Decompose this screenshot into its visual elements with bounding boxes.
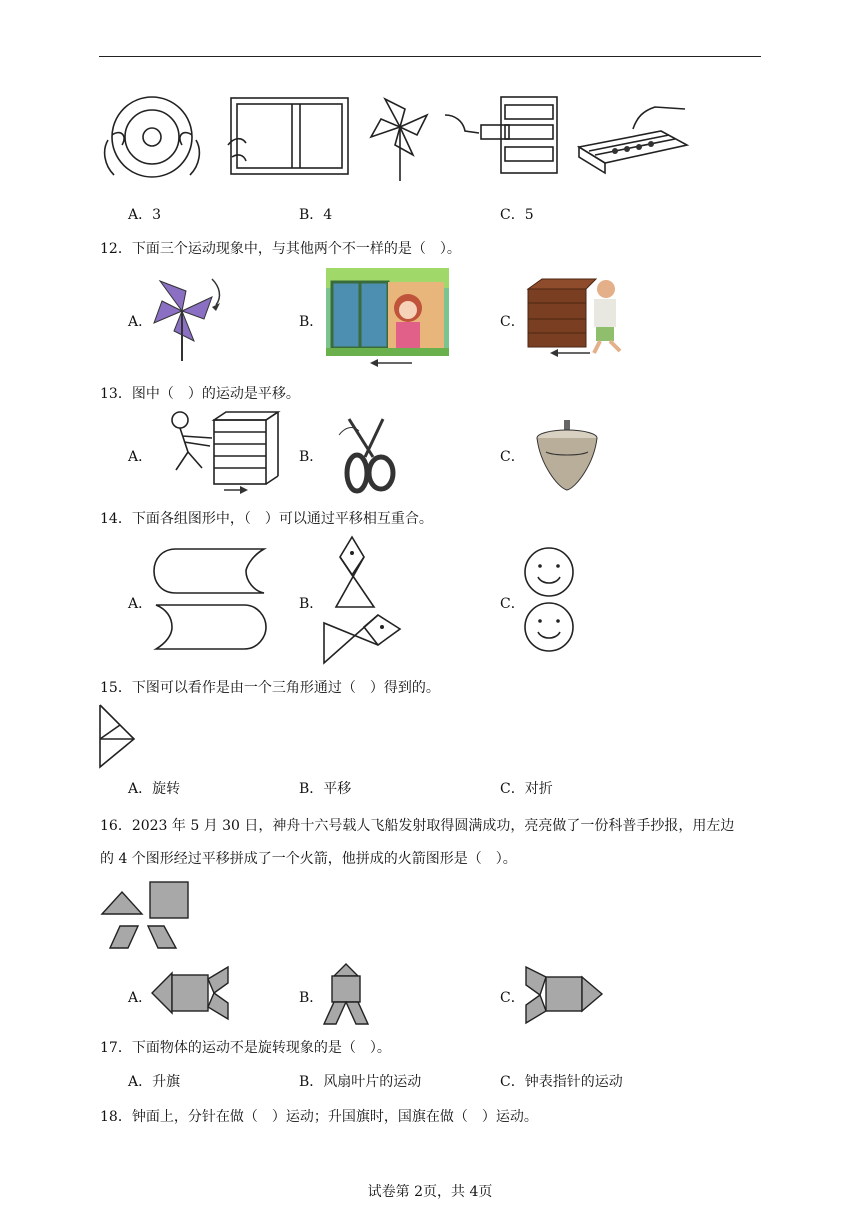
rocket-pieces-image (100, 880, 192, 950)
sliding-window-image (228, 95, 353, 177)
q16-stem-line2: 的 4 个图形经过平移拼成了一个火箭，他拼成的火箭图形是（ ）。 (100, 851, 517, 867)
q16-stem-line1: 16．2023 年 5 月 30 日，神舟十六号载人飞船发射取得圆满成功，亮亮做了一份科普手抄报，用左边 (100, 818, 735, 834)
q17-stem: 17．下面物体的运动不是旋转现象的是（ ）。 (100, 1040, 391, 1056)
q12-option-c[interactable]: C． (500, 314, 525, 330)
q15-stem: 15．下图可以看作是由一个三角形通过（ ）得到的。 (100, 680, 440, 696)
window-girl-image (326, 268, 449, 366)
abacus-image (575, 95, 695, 177)
q15-option-a[interactable]: A．旋转 (128, 781, 181, 797)
q12-stem: 12．下面三个运动现象中，与其他两个不一样的是（ ）。 (100, 241, 461, 257)
q12-option-a[interactable]: A． (128, 314, 153, 330)
fish-shapes-image (320, 535, 404, 667)
purple-pinwheel-image (150, 273, 230, 363)
q11-option-c[interactable]: C．5 (500, 207, 534, 223)
rocket-option-c-image (524, 965, 606, 1025)
header-rule (99, 56, 761, 57)
q13-option-b[interactable]: B． (299, 449, 324, 465)
q14-option-c[interactable]: C． (500, 596, 525, 612)
steering-wheel-image (100, 95, 205, 180)
pinwheel-image (365, 95, 435, 183)
q18-stem: 18．钟面上，分针在做（ ）运动；升国旗时，国旗在做（ ）运动。 (100, 1109, 538, 1125)
page-footer: 试卷第 2页，共 4页 (367, 1184, 493, 1200)
q11-option-b[interactable]: B．4 (299, 207, 333, 223)
spinning-top-image (532, 418, 604, 494)
q16-option-b[interactable]: B． (299, 990, 324, 1006)
scissors-image (335, 415, 407, 495)
bracket-shapes-image (150, 545, 270, 655)
rocket-option-b-image (322, 962, 372, 1026)
q13-stem: 13．图中（ ）的运动是平移。 (100, 386, 300, 402)
q14-option-a[interactable]: A． (128, 596, 153, 612)
q17-option-a[interactable]: A．升旗 (128, 1074, 181, 1090)
q13-option-c[interactable]: C． (500, 449, 525, 465)
boy-pushing-box-image (158, 410, 283, 496)
drawer-cabinet-image (443, 95, 561, 177)
q11-option-a[interactable]: A．3 (128, 207, 162, 223)
q16-option-a[interactable]: A． (128, 990, 153, 1006)
triangle-figure-image (98, 703, 140, 769)
pushing-crate-image (524, 275, 636, 357)
q17-option-b[interactable]: B．风扇叶片的运动 (299, 1074, 422, 1090)
q12-option-b[interactable]: B． (299, 314, 324, 330)
smiley-faces-image (522, 547, 578, 657)
rocket-option-a-image (150, 965, 232, 1021)
q17-option-c[interactable]: C．钟表指针的运动 (500, 1074, 623, 1090)
q14-stem: 14．下面各组图形中，（ ）可以通过平移相互重合。 (100, 511, 433, 527)
q15-option-b[interactable]: B．平移 (299, 781, 352, 797)
q14-option-b[interactable]: B． (299, 596, 324, 612)
q16-option-c[interactable]: C． (500, 990, 525, 1006)
q15-option-c[interactable]: C．对折 (500, 781, 553, 797)
q13-option-a[interactable]: A． (128, 449, 153, 465)
